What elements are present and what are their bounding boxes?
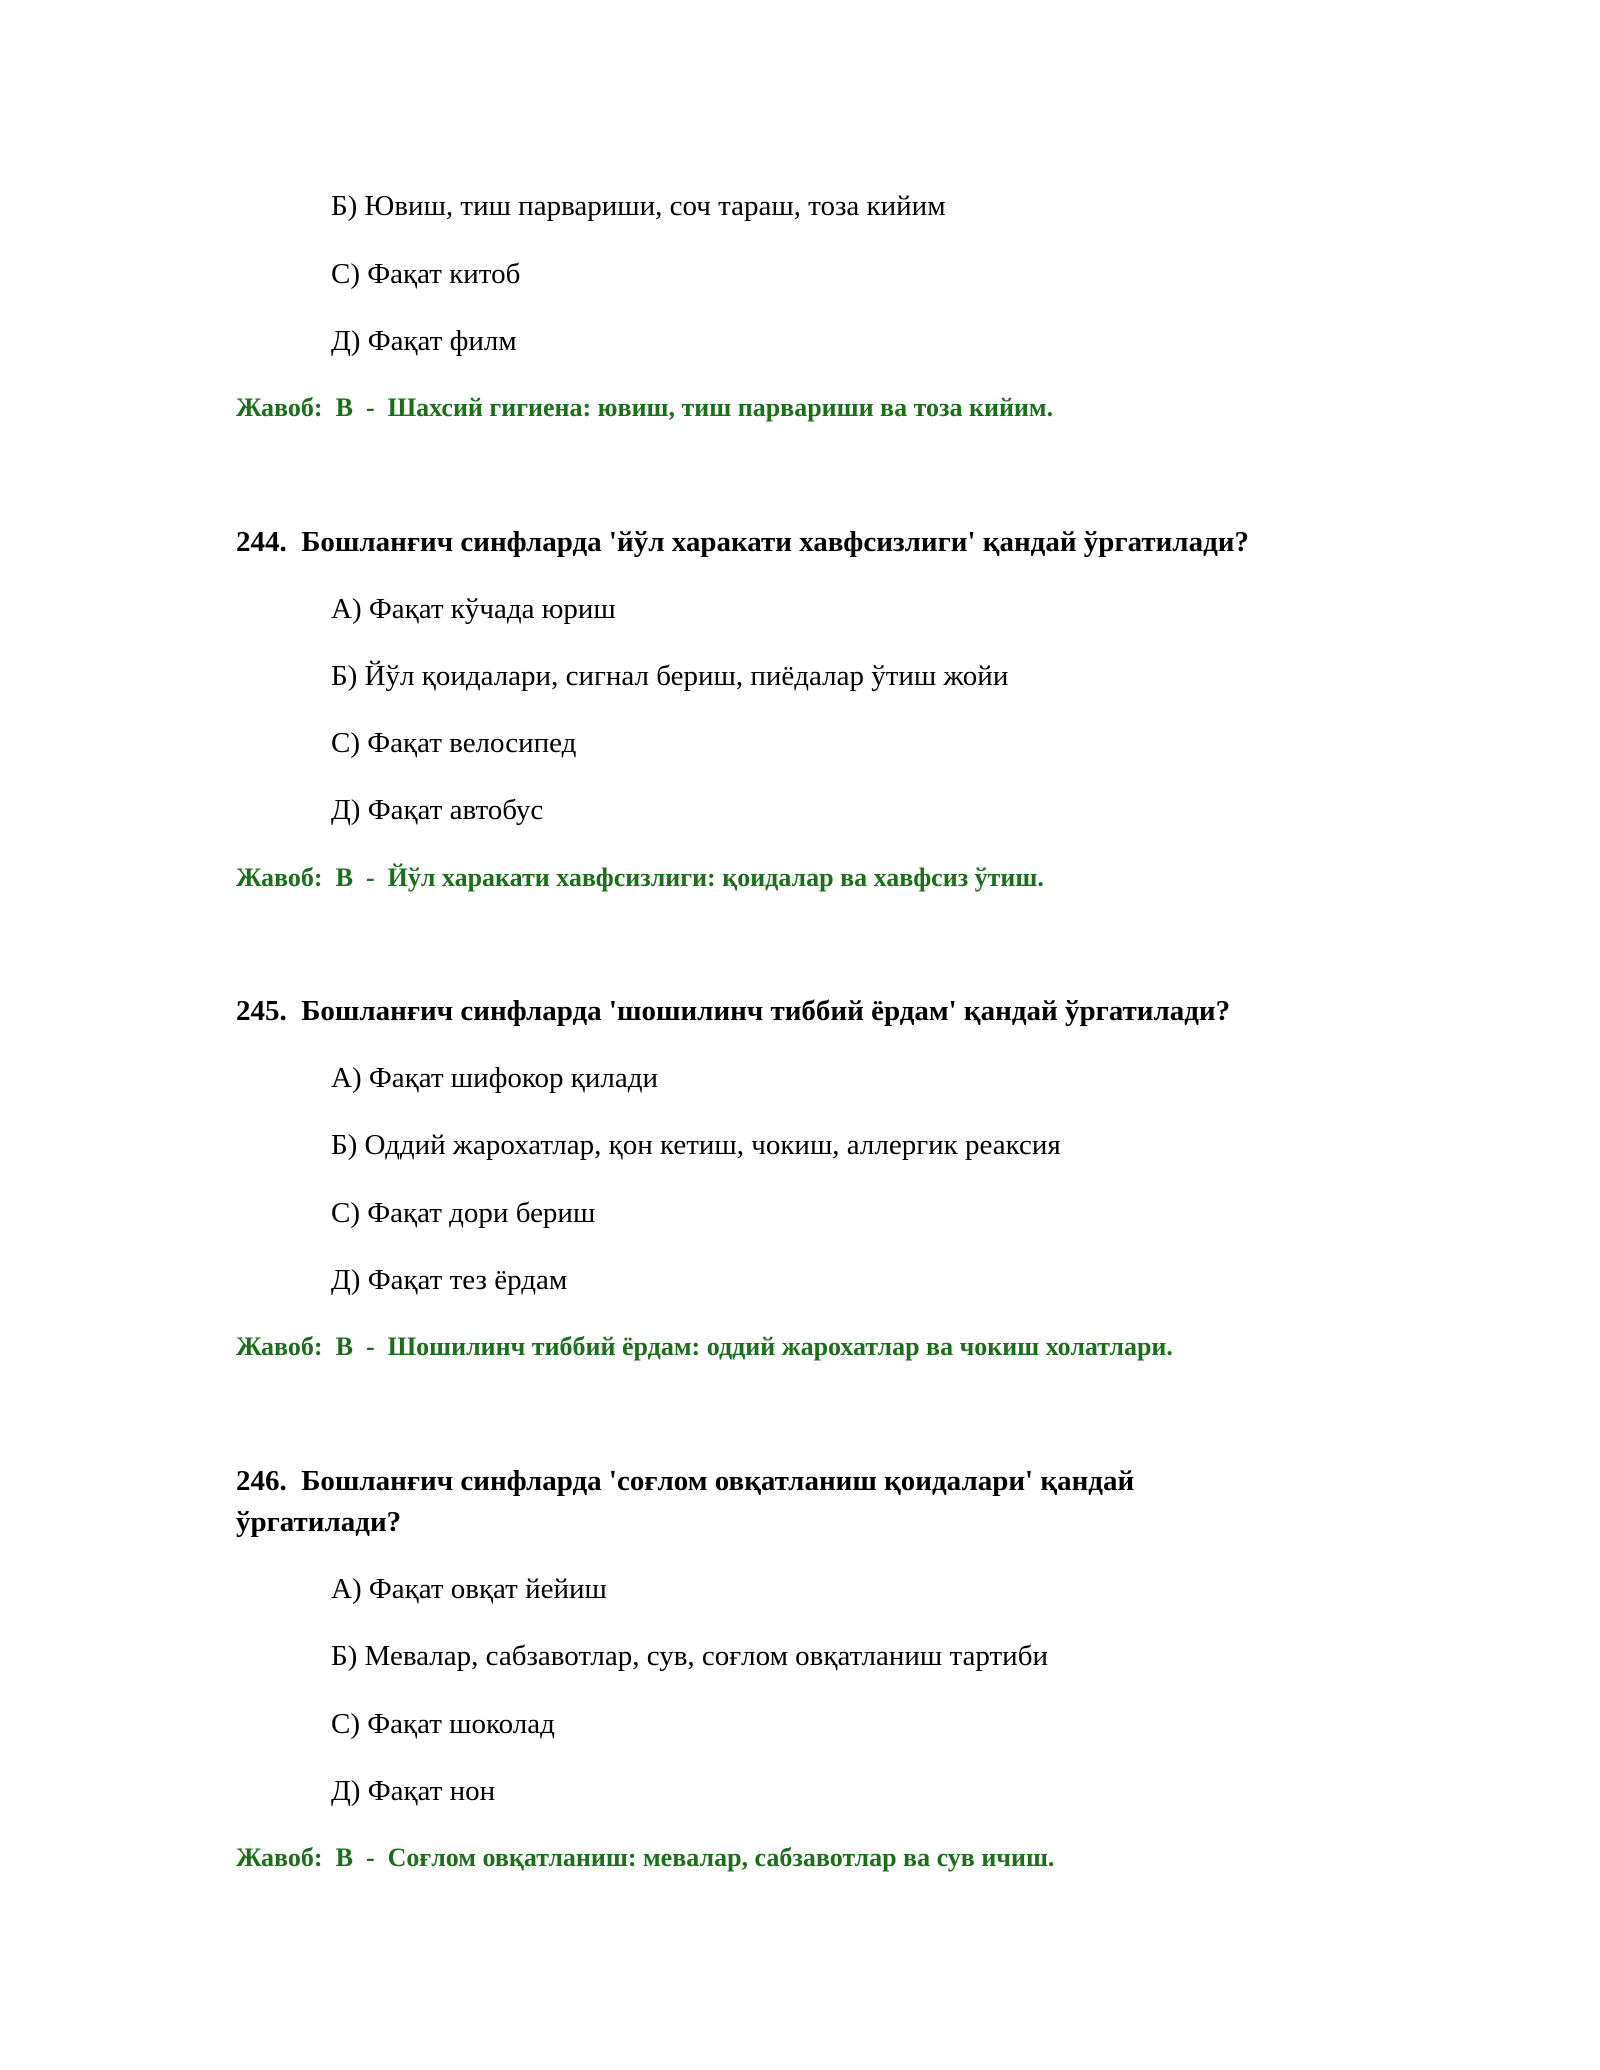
answer-separator: - [365,1332,375,1361]
answer-line [236,860,1044,896]
option-b: Б) Мевалар, сабзавотлар, сув, соғлом овқатланиш тартиби [331,1640,1048,1672]
answer-text: Шахсий гигиена: ювиш, тиш парвариши ва тоза кийим. [387,393,1054,422]
answer-label: Жавоб: [236,863,323,892]
question-245 [236,993,1230,1029]
question-text: Бошланғич синфларда 'йўл харакати хавфсизлиги' қандай ўргатилади? [301,526,1249,558]
answer-line [236,1329,1173,1365]
option-d: Д) Фақат филм [331,325,517,357]
answer-line [236,1840,1054,1876]
option-c: С) Фақат шоколад [331,1708,555,1740]
option-c: С) Фақат китоб [331,258,521,290]
answer-line [236,390,1053,426]
answer-separator: - [365,393,375,422]
question-246 [236,1463,1134,1499]
answer-label: Жавоб: [236,1332,323,1361]
question-text: Бошланғич синфларда 'соғлом овқатланиш қоидалари' қандай [301,1465,1135,1497]
answer-letter: B [335,1843,353,1872]
option-d: Д) Фақат тез ёрдам [331,1264,568,1296]
answer-separator: - [365,1843,375,1872]
option-d: Д) Фақат нон [331,1775,496,1807]
answer-label: Жавоб: [236,1843,323,1872]
answer-letter: B [335,1332,353,1361]
question-244 [236,524,1249,560]
option-a: А) Фақат овқат йейиш [331,1573,607,1605]
answer-text: Йўл харакати хавфсизлиги: қоидалар ва хавфсиз ўтиш. [387,863,1044,892]
question-number: 246. [236,1465,287,1497]
answer-letter: B [335,393,353,422]
answer-letter: B [335,863,353,892]
answer-separator: - [365,863,375,892]
option-c: С) Фақат велосипед [331,727,577,759]
answer-text: Шошилинч тиббий ёрдам: оддий жарохатлар ва чокиш холатлари. [387,1332,1173,1361]
question-number: 244. [236,526,287,558]
option-a: А) Фақат шифокор қилади [331,1062,659,1094]
answer-text: Соғлом овқатланиш: мевалар, сабзавотлар ва сув ичиш. [387,1843,1055,1872]
option-b: Б) Ювиш, тиш парвариши, соч тараш, тоза кийим [331,190,946,222]
answer-label: Жавоб: [236,393,323,422]
question-text-continued: ўргатилади? [236,1506,402,1538]
option-a: А) Фақат кўчада юриш [331,593,616,625]
option-c: С) Фақат дори бериш [331,1197,596,1229]
option-b: Б) Оддий жарохатлар, қон кетиш, чокиш, аллергик реаксия [331,1129,1061,1161]
question-number: 245. [236,995,287,1027]
option-b: Б) Йўл қоидалари, сигнал бериш, пиёдалар ўтиш жойи [331,660,1009,692]
option-d: Д) Фақат автобус [331,794,544,826]
question-text: Бошланғич синфларда 'шошилинч тиббий ёрдам' қандай ўргатилади? [301,995,1231,1027]
